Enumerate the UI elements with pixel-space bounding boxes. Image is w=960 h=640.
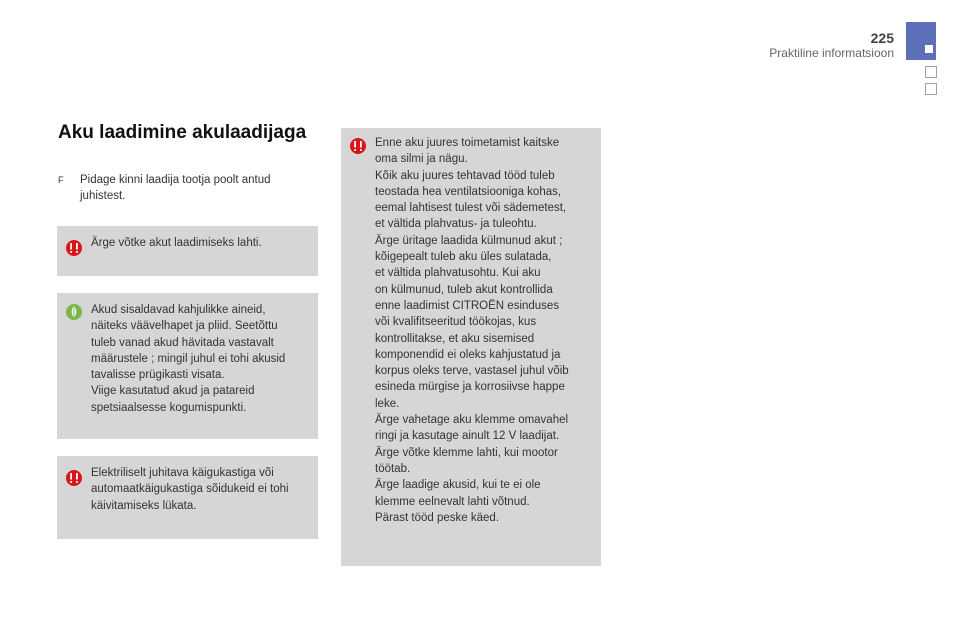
warning-box-safety xyxy=(341,128,601,566)
box-line: käivitamiseks lükata. xyxy=(91,499,197,512)
box-line: näiteks väävelhapet ja pliid. Seetõttu xyxy=(91,320,278,333)
nav-square-2[interactable] xyxy=(925,83,937,95)
box-line: komponendid ei oleks kahjustatud ja xyxy=(375,348,561,361)
box-line: Ärge võtke klemme lahti, kui mootor xyxy=(375,446,558,459)
chapter-tab[interactable] xyxy=(906,22,936,60)
box-line: kontrollitakse, et aku sisemised xyxy=(375,332,535,345)
bullet-marker: F xyxy=(58,175,64,185)
page-number: 225 xyxy=(870,30,894,46)
page-title: Aku laadimine akulaadijaga xyxy=(58,122,307,143)
tab-marker-icon xyxy=(925,45,933,53)
warning-box-gearbox xyxy=(57,456,318,539)
warning-icon xyxy=(350,138,366,154)
box-line: määrustele ; mingil juhul ei tohi akusid xyxy=(91,352,286,365)
nav-square-1[interactable] xyxy=(925,66,937,78)
box-line: spetsiaalsesse kogumispunkti. xyxy=(91,401,247,414)
instruction-bullet xyxy=(58,172,308,204)
box-line: automaatkäigukastiga sõidukeid ei tohi xyxy=(91,483,289,496)
warning-box-disassembly xyxy=(57,226,318,276)
box-line: või kvalifitseeritud töökojas, kus xyxy=(375,316,537,329)
box-line: tavalisse prügikasti visata. xyxy=(91,369,225,382)
box-line: et vältida plahvatus- ja tuleohtu. xyxy=(375,218,537,231)
box-line: oma silmi ja nägu. xyxy=(375,153,468,166)
box-line: Ärge vahetage aku klemme omavahel xyxy=(375,414,569,427)
warning-icon xyxy=(66,240,82,256)
box-line: tuleb vanad akud hävitada vastavalt xyxy=(91,336,274,349)
box-line: Viige kasutatud akud ja patareid xyxy=(91,385,255,398)
box-line: teostada hea ventilatsiooniga kohas, xyxy=(375,185,562,198)
box-line: töötab. xyxy=(375,462,411,475)
bullet-text: Pidage kinni laadija tootja poolt antud juhistest. xyxy=(80,174,271,202)
box-line: enne laadimist CITROËN esinduses xyxy=(375,299,560,312)
box-line: on külmunud, tuleb akut kontrollida xyxy=(375,283,553,296)
box-line: esineda mürgise ja korrosiivse happe xyxy=(375,381,565,394)
box-line: leke. xyxy=(375,397,400,410)
chapter-title: Praktiline informatsioon xyxy=(769,46,894,60)
box-line: Kõik aku juures tehtavad tööd tuleb xyxy=(375,169,555,182)
box-line: klemme eelnevalt lahti võtnud. xyxy=(375,495,530,508)
box-line: ringi ja kasutage ainult 12 V laadijat. xyxy=(375,430,560,443)
warning-icon xyxy=(66,470,82,486)
box-line: Pärast tööd peske käed. xyxy=(375,511,500,524)
box-line: korpus oleks terve, vastasel juhul võib xyxy=(375,365,569,378)
box-line: Akud sisaldavad kahjulikke aineid, xyxy=(91,304,266,316)
box-line: eemal lahtisest tulest või sädemetest, xyxy=(375,202,567,215)
eco-leaf-icon xyxy=(66,304,82,320)
box-line: Ärge laadige akusid, kui te ei ole xyxy=(375,479,541,492)
box-line: Ärge võtke akut laadimiseks lahti. xyxy=(91,237,262,249)
box-line: kõigepealt tuleb aku üles sulatada, xyxy=(375,251,552,264)
environment-box xyxy=(57,293,318,439)
box-line: Elektriliselt juhitava käigukastiga või xyxy=(91,467,274,479)
box-line: Enne aku juures toimetamist kaitske xyxy=(375,137,560,149)
box-line: Ärge üritage laadida külmunud akut ; xyxy=(375,234,563,247)
box-line: et vältida plahvatusohtu. Kui aku xyxy=(375,267,541,280)
